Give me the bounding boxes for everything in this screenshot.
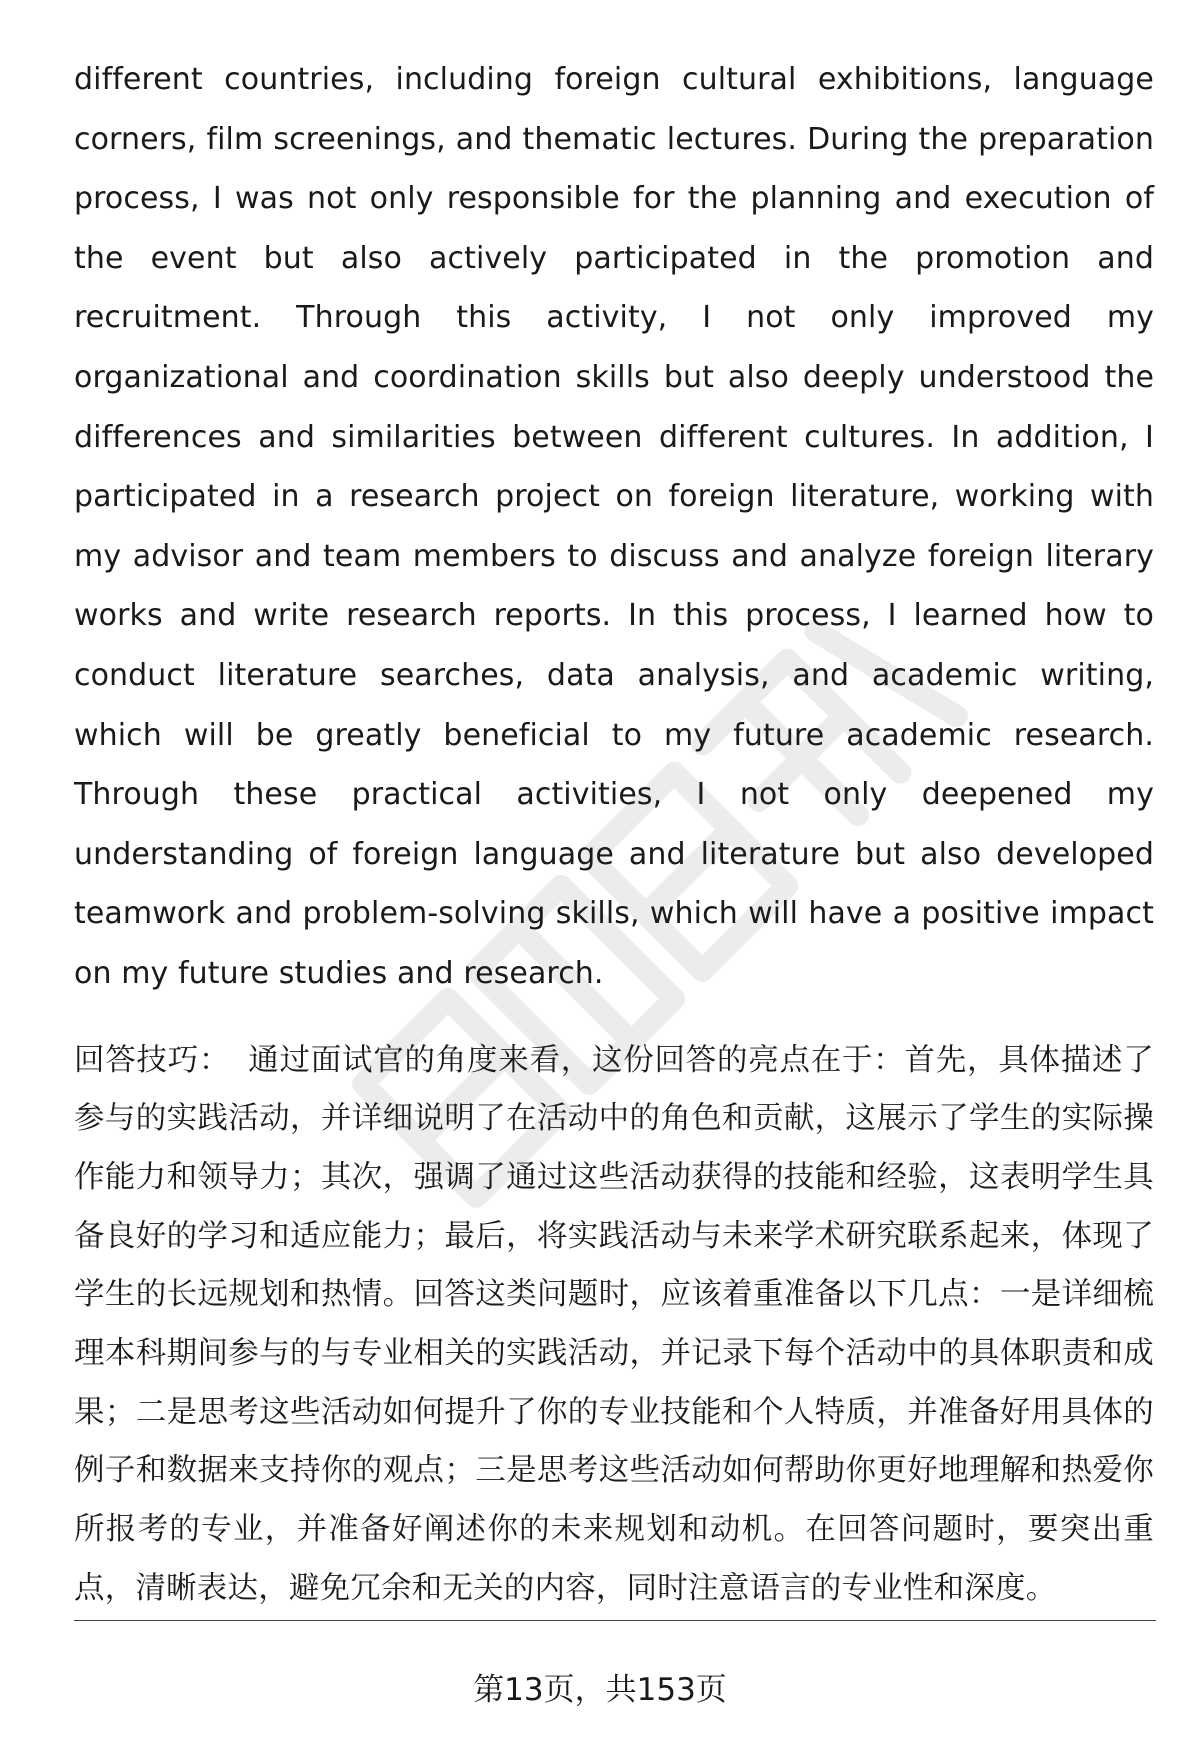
- page-number: 第13页，共153页: [473, 1672, 727, 1708]
- footer-divider: [74, 1620, 1156, 1621]
- main-content: [74, 50, 1154, 1619]
- answer-tips-paragraph: [74, 1032, 1154, 1619]
- english-answer-paragraph: different countries, including foreign cultural exhibitions, language corners, film screenings, and thematic lectures. During the preparation process, I was not only responsible for the planning and execution of the event but also actively participated in the promotion and recruitment. Through this activity, I not only improved my organizational and coordination skills but also deeply understood the differences and similarities between different cultures. In addition, I participated in a research project on foreign literature, working with my advisor and team members to discuss and analyze foreign literary works and write research reports. In this process, I learned how to conduct literature searches, data analysis, and academic writing, which will be greatly beneficial to my future academic research. Through these practical activities, I not only deepened my understanding of foreign language and literature but also developed teamwork and problem-solving skills, which will have a positive impact on my future studies and research.: [74, 62, 1154, 991]
- answer-tips-label: 回答技巧：: [74, 1042, 231, 1078]
- answer-tips-text: 通过面试官的角度来看，这份回答的亮点在于：首先，具体描述了参与的实践活动，并详细说明了在活动中的角色和贡献，这展示了学生的实际操作能力和领导力；其次，强调了通过这些活动获得的技能和经验，这表明学生具备良好的学习和适应能力；最后，将实践活动与未来学术研究联系起来，体现了学生的长远规划和热情。回答这类问题时，应该着重准备以下几点：一是详细梳理本科期间参与的与专业相关的实践活动，并记录下每个活动中的具体职责和成果；二是思考这些活动如何提升了你的专业技能和个人特质，并准备好用具体的例子和数据来支持你的观点；三是思考这些活动如何帮助你更好地理解和热爱你所报考的专业，并准备好阐述你的未来规划和动机。在回答问题时，要突出重点，清晰表达，避免冗余和无关的内容，同时注意语言的专业性和深度。: [74, 1042, 1154, 1606]
